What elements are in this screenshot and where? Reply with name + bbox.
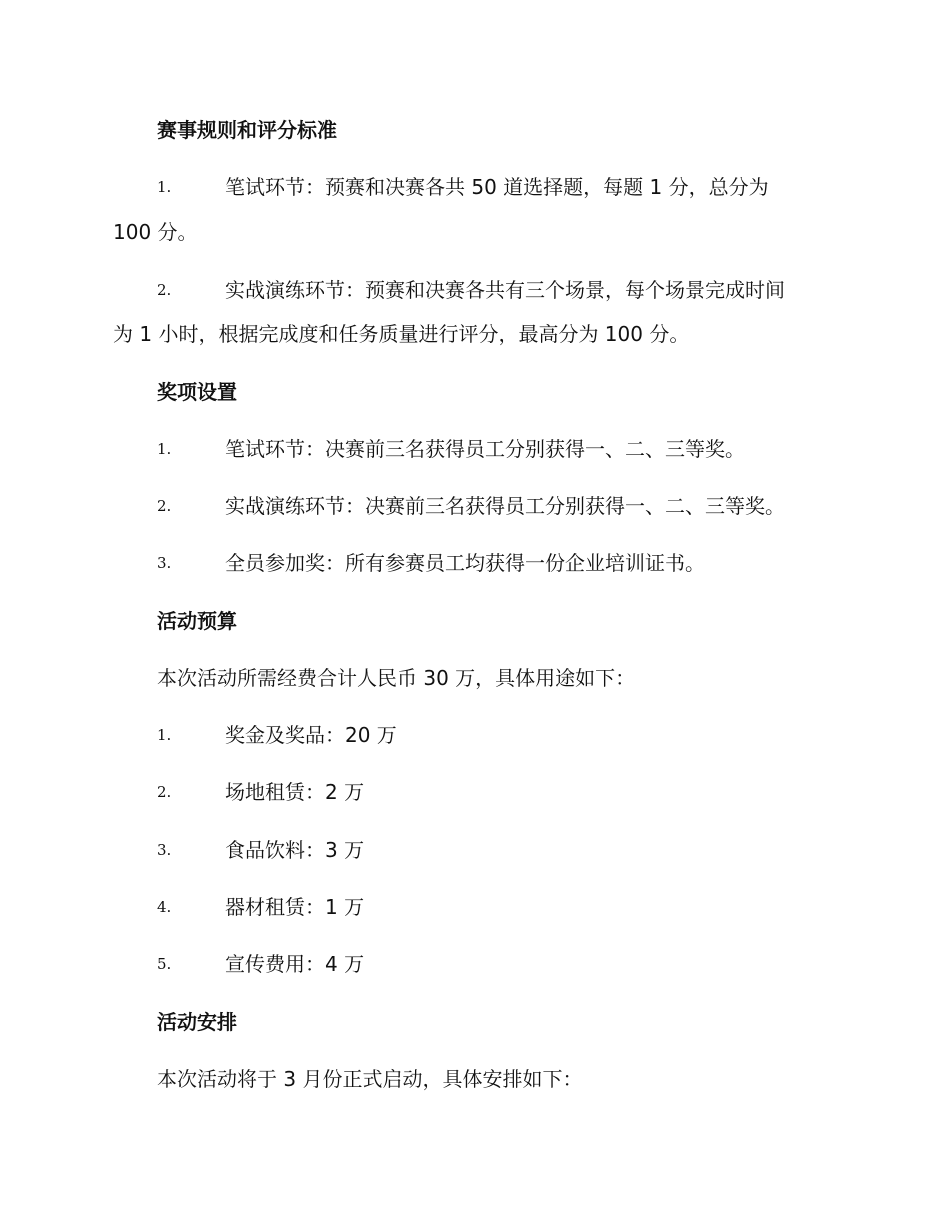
list-item-text: 笔试环节：决赛前三名获得员工分别获得一、二、三等奖。 <box>225 437 745 461</box>
list-item-text: 实战演练环节：预赛和决赛各共有三个场景，每个场景完成时间 <box>225 278 785 302</box>
list-item-text: 笔试环节：预赛和决赛各共 50 道选择题，每题 1 分，总分为 <box>225 175 769 199</box>
section-heading-budget: 活动预算 <box>157 609 237 633</box>
section-heading-rules: 赛事规则和评分标准 <box>157 118 337 142</box>
budget-intro: 本次活动所需经费合计人民币 30 万，具体用途如下： <box>157 666 636 690</box>
list-number: 1. <box>157 726 172 744</box>
list-number: 4. <box>157 898 172 916</box>
list-item-text: 全员参加奖：所有参赛员工均获得一份企业培训证书。 <box>225 551 705 575</box>
list-number: 3. <box>157 554 172 572</box>
list-item-text: 宣传费用：4 万 <box>225 952 365 976</box>
list-item-continuation: 为 1 小时，根据完成度和任务质量进行评分，最高分为 100 分。 <box>113 322 690 346</box>
list-number: 5. <box>157 955 172 973</box>
list-number: 2. <box>157 281 172 299</box>
list-item-continuation: 100 分。 <box>113 220 198 244</box>
list-item-text: 器材租赁：1 万 <box>225 895 365 919</box>
list-number: 2. <box>157 783 172 801</box>
list-number: 1. <box>157 440 172 458</box>
section-heading-awards: 奖项设置 <box>157 380 237 404</box>
list-item-text: 奖金及奖品：20 万 <box>225 723 397 747</box>
list-item-text: 实战演练环节：决赛前三名获得员工分别获得一、二、三等奖。 <box>225 494 785 518</box>
schedule-intro: 本次活动将于 3 月份正式启动，具体安排如下： <box>157 1067 583 1091</box>
list-number: 1. <box>157 178 172 196</box>
list-number: 3. <box>157 841 172 859</box>
list-item-text: 食品饮料：3 万 <box>225 838 365 862</box>
section-heading-schedule: 活动安排 <box>157 1010 237 1034</box>
list-number: 2. <box>157 497 172 515</box>
list-item-text: 场地租赁：2 万 <box>225 780 365 804</box>
